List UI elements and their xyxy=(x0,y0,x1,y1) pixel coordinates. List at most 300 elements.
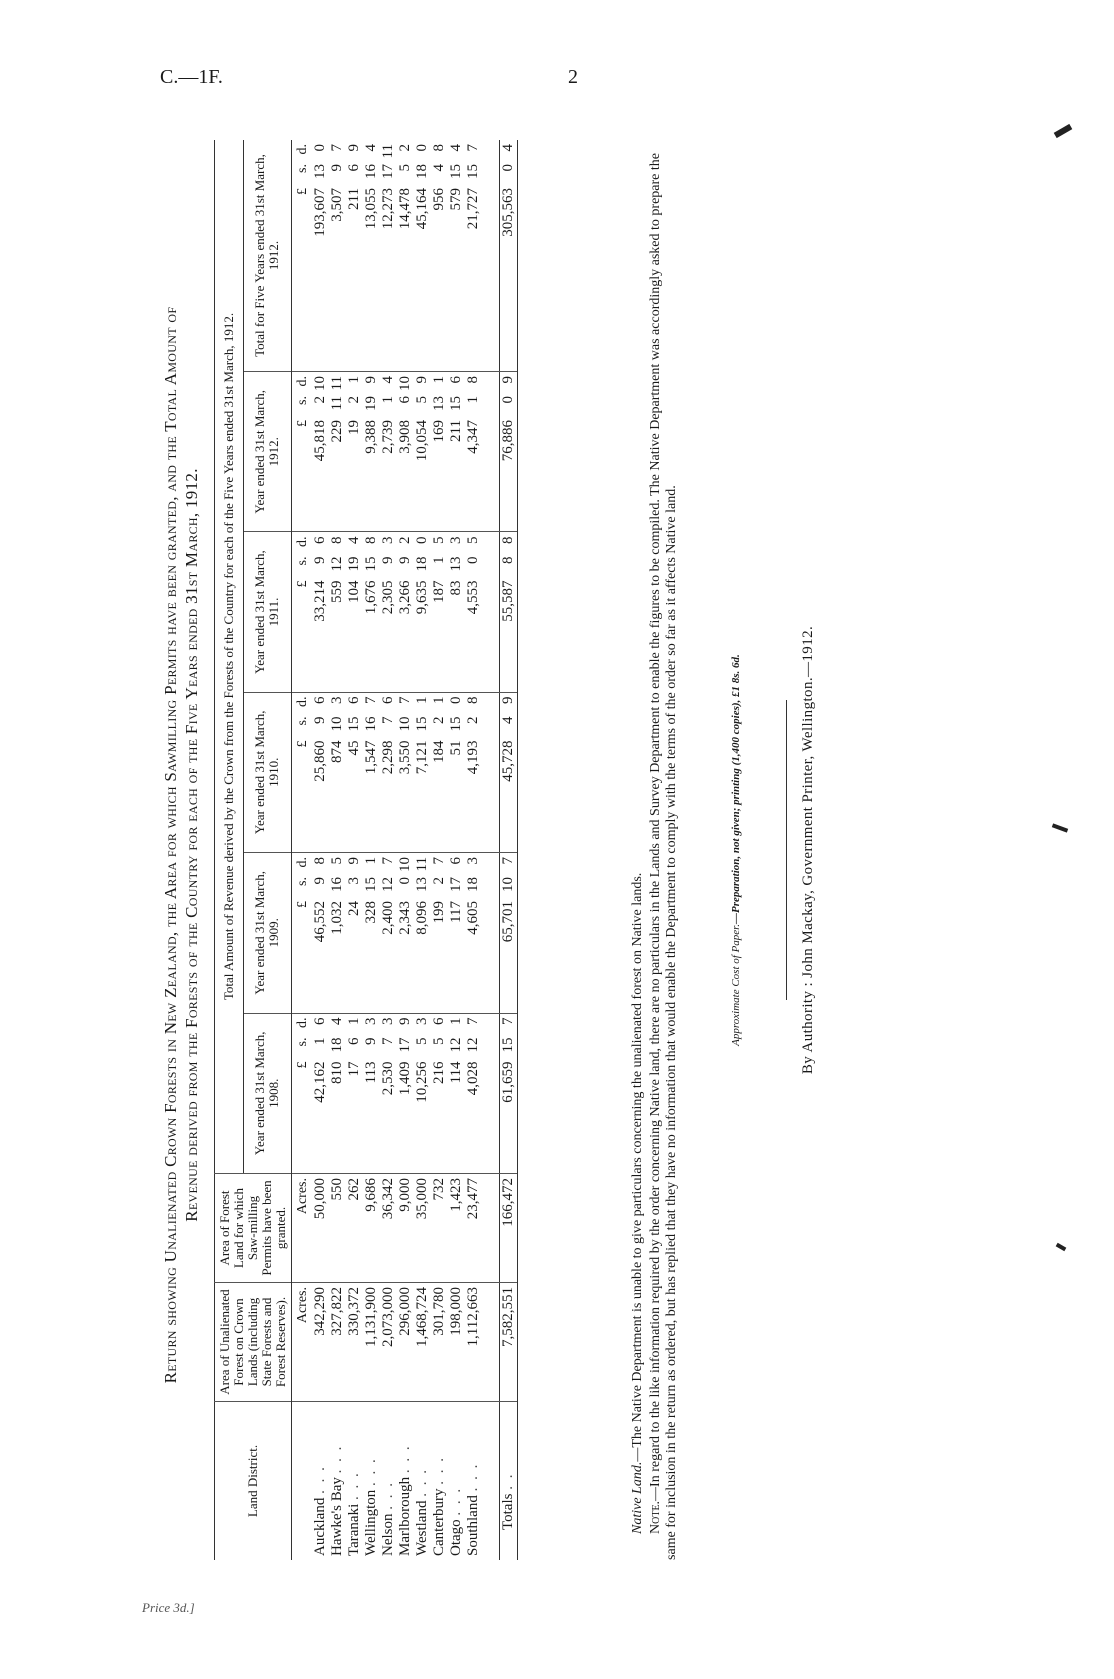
unit-shilling: s. xyxy=(294,1037,310,1047)
cell-area-permits: 732 xyxy=(431,1174,448,1283)
cell-shillings: 10 xyxy=(397,716,413,732)
margin-mark xyxy=(1052,823,1068,832)
cell-area-permits: 50,000 xyxy=(312,1174,329,1283)
col-head-area-permits: Area of Forest Land for which Saw-milling Permits have been granted. xyxy=(215,1174,292,1283)
cell-shillings: 15 xyxy=(363,556,379,572)
leader-dots: . . . xyxy=(431,1456,447,1485)
cell-pounds: 3,266 xyxy=(397,580,413,615)
total-shillings: 4 xyxy=(500,716,516,725)
total-pounds: 76,886 xyxy=(500,420,516,462)
cell-pence: 6 xyxy=(312,696,328,705)
cell-shillings: 15 xyxy=(448,396,464,412)
title-line-2: Revenue derived from the Forests of the Country for each of the Five Years ended 31st March, 1912. xyxy=(182,468,201,1222)
cell-pence: 5 xyxy=(465,536,481,544)
cell-shillings: 2 xyxy=(431,716,447,725)
cell-pounds: 328 xyxy=(363,901,379,924)
cell-pounds: 14,478 xyxy=(397,188,413,230)
unit-acres: Acres. xyxy=(294,1287,310,1324)
col-head-1909: Year ended 31st March, 1909. xyxy=(243,853,291,1013)
cell-pence: 1 xyxy=(448,1017,464,1026)
cell-area-unalienated: 330,372 xyxy=(346,1283,363,1402)
total-pounds: 61,659 xyxy=(500,1061,516,1103)
cell-pounds: 216 xyxy=(431,1061,447,1085)
cell-shillings: 1 xyxy=(312,1037,328,1046)
cell-pence: 10 xyxy=(312,376,328,392)
district-name: Otago xyxy=(448,1519,464,1556)
cell-pence: 7 xyxy=(363,696,379,705)
cell-pounds: 3,507 xyxy=(329,188,345,222)
cell-shillings: 12 xyxy=(465,1037,481,1053)
cell-area-permits: 1,423 xyxy=(448,1174,465,1283)
cell-pence: 3 xyxy=(363,1017,379,1026)
cell-pence: 9 xyxy=(346,144,362,152)
cell-shillings: 17 xyxy=(397,1037,413,1053)
unit-pound: £ xyxy=(294,901,310,909)
cell-shillings: 9 xyxy=(312,556,328,564)
cell-pence: 2 xyxy=(397,536,413,544)
cell-pence: 9 xyxy=(363,376,379,384)
total-pence: 9 xyxy=(500,696,516,705)
cell-pence: 10 xyxy=(397,376,413,392)
cell-pounds: 113 xyxy=(363,1061,379,1084)
cell-pounds: 199 xyxy=(431,901,447,924)
cell-shillings: 16 xyxy=(329,877,345,893)
cell-pence: 4 xyxy=(380,376,396,384)
cell-shillings: 19 xyxy=(346,556,362,572)
table-row xyxy=(380,140,397,1560)
cell-pounds: 810 xyxy=(329,1061,345,1085)
page-number: 2 xyxy=(568,66,578,88)
cell-shillings: 17 xyxy=(380,164,396,179)
cell-pounds: 51 xyxy=(448,740,464,756)
cell-pounds: 1,032 xyxy=(329,901,345,935)
return-title xyxy=(160,130,202,1560)
cell-shillings: 0 xyxy=(465,556,481,564)
cell-shillings: 0 xyxy=(397,877,413,885)
cell-pounds: 559 xyxy=(329,580,345,603)
table-row xyxy=(397,140,414,1560)
cell-area-unalienated: 296,000 xyxy=(397,1283,414,1402)
cell-area-unalienated: 198,000 xyxy=(448,1283,465,1402)
cell-pounds: 2,530 xyxy=(380,1061,396,1096)
cell-pence: 3 xyxy=(380,536,396,544)
col-head-total-five-years: Total for Five Years ended 31st March, 1912. xyxy=(243,140,291,372)
cell-pounds: 24 xyxy=(346,901,362,917)
district-name: Taranaki xyxy=(346,1503,362,1556)
cell-pounds: 193,607 xyxy=(312,188,328,237)
district-name: Nelson xyxy=(380,1513,396,1556)
cell-shillings: 2 xyxy=(312,396,328,404)
cell-pence: 9 xyxy=(346,857,362,865)
leader-dots: . . . xyxy=(465,1462,481,1492)
table-row xyxy=(346,140,363,1560)
cell-pence: 0 xyxy=(312,144,328,152)
district-name: Canterbury xyxy=(431,1488,447,1556)
unit-pound: £ xyxy=(294,1061,310,1069)
cell-pence: 4 xyxy=(346,536,362,544)
cell-pounds: 1,409 xyxy=(397,1061,413,1096)
cell-pence: 3 xyxy=(329,696,345,705)
total-shillings: 10 xyxy=(500,877,516,893)
cell-shillings: 7 xyxy=(380,1037,396,1046)
cell-pence: 9 xyxy=(397,1017,413,1026)
cell-pounds: 956 xyxy=(431,188,447,211)
unit-pound: £ xyxy=(294,740,310,748)
col-head-1908: Year ended 31st March, 1908. xyxy=(243,1013,291,1173)
cell-pounds: 45 xyxy=(346,740,362,756)
imprint-rule xyxy=(786,700,787,1000)
unit-pound: £ xyxy=(294,420,310,428)
printer-imprint: By Authority : John Mackay, Government Printer, Wellington.—1912. xyxy=(800,625,816,1075)
totals-row xyxy=(500,140,518,1560)
cell-pounds: 9,635 xyxy=(414,580,430,615)
cell-pence: 9 xyxy=(414,376,430,384)
unit-pence: d. xyxy=(294,696,310,708)
note-label: Note. xyxy=(648,1500,663,1534)
cell-shillings: 1 xyxy=(465,396,481,404)
cell-pence: 1 xyxy=(431,376,447,384)
cell-shillings: 11 xyxy=(329,396,345,411)
cell-shillings: 15 xyxy=(448,716,464,732)
cell-pence: 1 xyxy=(363,857,379,865)
cell-pounds: 10,256 xyxy=(414,1061,430,1103)
district-name: Southland xyxy=(465,1495,481,1556)
leader-dots: . . xyxy=(500,1472,516,1490)
cost-of-paper-line xyxy=(730,570,742,1130)
cell-shillings: 6 xyxy=(397,396,413,404)
cell-area-unalienated: 327,822 xyxy=(329,1283,346,1402)
cell-shillings: 15 xyxy=(448,164,464,179)
unit-acres: Acres. xyxy=(294,1178,310,1215)
cell-pence: 10 xyxy=(397,857,413,873)
cell-area-unalienated: 2,073,000 xyxy=(380,1283,397,1402)
cell-shillings: 12 xyxy=(329,556,345,572)
unit-shilling: s. xyxy=(294,164,310,173)
cell-pence: 6 xyxy=(312,1017,328,1026)
unit-pence: d. xyxy=(294,144,310,155)
cell-shillings: 5 xyxy=(414,1037,430,1046)
cell-shillings: 19 xyxy=(363,396,379,412)
leader-dots: . . . xyxy=(414,1468,430,1497)
cell-shillings: 3 xyxy=(346,877,362,885)
cell-shillings: 9 xyxy=(312,716,328,725)
total-area-permits: 166,472 xyxy=(500,1174,518,1283)
cell-area-unalienated: 1,112,663 xyxy=(465,1283,482,1402)
cell-pounds: 3,550 xyxy=(397,740,413,775)
document-code: C.—1F. xyxy=(160,66,223,88)
table-row xyxy=(312,140,329,1560)
col-head-1910: Year ended 31st March, 1910. xyxy=(243,692,291,852)
margin-mark xyxy=(1056,1243,1067,1251)
cell-pence: 11 xyxy=(329,376,345,391)
table-row xyxy=(329,140,346,1560)
cell-shillings: 5 xyxy=(397,164,413,172)
cell-pence: 3 xyxy=(448,536,464,544)
cell-area-unalienated: 1,131,900 xyxy=(363,1283,380,1402)
cell-pence: 3 xyxy=(414,1017,430,1026)
cell-pounds: 579 xyxy=(448,188,464,211)
cell-pence: 5 xyxy=(329,857,345,865)
cell-pounds: 4,193 xyxy=(465,740,481,775)
cell-pence: 8 xyxy=(363,536,379,544)
cell-shillings: 6 xyxy=(346,164,362,172)
notes-block xyxy=(630,140,682,1560)
unit-shilling: s. xyxy=(294,716,310,726)
total-shillings: 15 xyxy=(500,1037,516,1053)
general-note xyxy=(648,140,680,1560)
cell-shillings: 17 xyxy=(448,877,464,893)
unit-shilling: s. xyxy=(294,877,310,886)
cell-pence: 0 xyxy=(448,696,464,705)
cell-pounds: 4,347 xyxy=(465,420,481,454)
unit-pound: £ xyxy=(294,188,310,195)
total-pounds: 305,563 xyxy=(500,188,516,237)
cell-area-permits: 262 xyxy=(346,1174,363,1283)
table-row xyxy=(431,140,448,1560)
cell-shillings: 18 xyxy=(465,877,481,893)
unit-pence: d. xyxy=(294,376,310,387)
cell-pence: 2 xyxy=(397,144,413,152)
table-row xyxy=(363,140,380,1560)
cell-pounds: 211 xyxy=(448,420,464,442)
total-pence: 7 xyxy=(500,1017,516,1026)
margin-mark xyxy=(1054,124,1073,138)
cell-pence: 11 xyxy=(414,857,430,872)
total-shillings: 8 xyxy=(500,556,516,564)
cell-pounds: 19 xyxy=(346,420,362,436)
cell-pounds: 2,298 xyxy=(380,740,396,775)
cell-pounds: 12,273 xyxy=(380,188,396,230)
leader-dots: . . . xyxy=(363,1457,379,1486)
unit-pound: £ xyxy=(294,580,310,588)
cell-pounds: 10,054 xyxy=(414,420,430,462)
cell-pence: 4 xyxy=(329,1017,345,1026)
cell-pounds: 117 xyxy=(448,901,464,923)
total-pounds: 55,587 xyxy=(500,580,516,622)
col-head-1912: Year ended 31st March, 1912. xyxy=(243,372,291,532)
cell-pence: 7 xyxy=(465,144,481,152)
cell-shillings: 18 xyxy=(414,164,430,179)
unit-pence: d. xyxy=(294,857,310,868)
cell-pence: 6 xyxy=(312,536,328,544)
cell-pence: 0 xyxy=(414,536,430,544)
cell-shillings: 13 xyxy=(431,396,447,412)
cell-pounds: 9,388 xyxy=(363,420,379,454)
cell-area-permits: 9,000 xyxy=(397,1174,414,1283)
cell-shillings: 9 xyxy=(363,1037,379,1046)
total-pence: 9 xyxy=(500,376,516,384)
table-row xyxy=(414,140,431,1560)
col-head-revenue-group: Total Amount of Revenue derived by the Crown from the Forests of the Country for each of the Five Years ended 31st March, 1912. xyxy=(215,140,244,1174)
total-pence: 4 xyxy=(500,144,516,152)
district-name: Auckland xyxy=(312,1497,328,1556)
total-shillings: 0 xyxy=(500,396,516,404)
cell-pence: 8 xyxy=(312,857,328,865)
cell-area-permits: 35,000 xyxy=(414,1174,431,1283)
cell-pence: 11 xyxy=(380,144,396,159)
native-land-text: —The Native Department is unable to give particulars concerning the unalienated forest on Native lands. xyxy=(630,872,645,1462)
cell-shillings: 16 xyxy=(363,164,379,179)
cell-pounds: 2,343 xyxy=(397,901,413,935)
units-row xyxy=(292,140,313,1560)
forest-revenue-table xyxy=(214,140,518,1560)
col-head-district: Land District. xyxy=(215,1402,292,1561)
cost-text: —Preparation, not given; printing (1,400 copies), £1 8s. 6d. xyxy=(730,654,742,924)
cell-shillings: 12 xyxy=(380,877,396,893)
cell-pounds: 187 xyxy=(431,580,447,603)
cell-pounds: 8,096 xyxy=(414,901,430,935)
cell-area-permits: 36,342 xyxy=(380,1174,397,1283)
cell-pence: 6 xyxy=(431,1017,447,1026)
cell-shillings: 9 xyxy=(380,556,396,564)
cell-pounds: 45,164 xyxy=(414,188,430,230)
cell-pounds: 25,860 xyxy=(312,740,328,782)
price-footnote: Price 3d.] xyxy=(142,1600,195,1615)
cell-area-permits: 23,477 xyxy=(465,1174,482,1283)
cell-pounds: 21,727 xyxy=(465,188,481,230)
leader-dots: . . . xyxy=(397,1444,413,1474)
cell-pence: 7 xyxy=(380,857,396,865)
total-pounds: 65,701 xyxy=(500,901,516,943)
cell-shillings: 12 xyxy=(448,1037,464,1053)
cell-shillings: 5 xyxy=(431,1037,447,1046)
cell-pounds: 45,818 xyxy=(312,420,328,462)
cell-shillings: 1 xyxy=(431,556,447,564)
cell-shillings: 13 xyxy=(448,556,464,572)
cell-pounds: 13,055 xyxy=(363,188,379,230)
cell-pounds: 874 xyxy=(329,740,345,764)
cell-pounds: 1,547 xyxy=(363,740,379,775)
cell-shillings: 9 xyxy=(312,877,328,885)
cell-pounds: 83 xyxy=(448,580,464,596)
district-name: Wellington xyxy=(363,1489,379,1556)
cell-shillings: 7 xyxy=(380,716,396,725)
cell-pence: 6 xyxy=(346,696,362,705)
rotated-return-page xyxy=(160,130,720,1560)
cell-pence: 8 xyxy=(329,536,345,544)
leader-dots: . . . xyxy=(329,1444,345,1474)
cell-pounds: 2,739 xyxy=(380,420,396,454)
cell-pence: 7 xyxy=(397,696,413,705)
cell-shillings: 18 xyxy=(414,556,430,572)
cell-pounds: 4,553 xyxy=(465,580,481,615)
cell-pounds: 4,605 xyxy=(465,901,481,935)
cell-pence: 5 xyxy=(431,536,447,544)
cell-shillings: 15 xyxy=(363,877,379,893)
cell-area-unalienated: 342,290 xyxy=(312,1283,329,1402)
cell-shillings: 13 xyxy=(414,877,430,893)
cell-shillings: 6 xyxy=(346,1037,362,1046)
cell-pounds: 46,552 xyxy=(312,901,328,943)
cell-pounds: 2,305 xyxy=(380,580,396,615)
native-land-label: Native Land. xyxy=(630,1461,645,1534)
cell-pence: 8 xyxy=(465,376,481,384)
table-body xyxy=(292,140,518,1560)
cell-pence: 4 xyxy=(363,144,379,152)
total-pence: 8 xyxy=(500,536,516,544)
cell-pounds: 211 xyxy=(346,188,362,210)
unit-pence: d. xyxy=(294,536,310,547)
cell-shillings: 16 xyxy=(363,716,379,732)
cell-pence: 6 xyxy=(448,857,464,865)
cell-pence: 7 xyxy=(431,857,447,865)
cell-pounds: 33,214 xyxy=(312,580,328,622)
district-name: Westland xyxy=(414,1500,430,1556)
cell-pence: 8 xyxy=(431,144,447,152)
cell-pounds: 184 xyxy=(431,740,447,764)
total-area-unalienated: 7,582,551 xyxy=(500,1283,518,1402)
cell-pence: 0 xyxy=(414,144,430,152)
cell-pounds: 42,162 xyxy=(312,1061,328,1103)
cell-pounds: 2,400 xyxy=(380,901,396,935)
cell-pence: 3 xyxy=(465,857,481,865)
title-line-1: Return showing Unalienated Crown Forests in New Zealand, the Area for which Sawmilling Permits have been granted, and the Total Amount of xyxy=(161,306,180,1384)
cell-shillings: 13 xyxy=(312,164,328,179)
cell-shillings: 1 xyxy=(380,396,396,404)
leader-dots: . . . xyxy=(380,1481,396,1510)
cell-pence: 4 xyxy=(448,144,464,152)
native-land-note xyxy=(630,140,646,1560)
cell-area-permits: 550 xyxy=(329,1174,346,1283)
cell-shillings: 2 xyxy=(465,716,481,725)
cell-pounds: 1,676 xyxy=(363,580,379,615)
cell-pence: 1 xyxy=(346,376,362,384)
table-row xyxy=(465,140,482,1560)
cell-shillings: 4 xyxy=(431,164,447,172)
total-pence: 7 xyxy=(500,857,516,865)
cell-pounds: 4,028 xyxy=(465,1061,481,1096)
cell-pence: 7 xyxy=(329,144,345,152)
cell-shillings: 15 xyxy=(346,716,362,732)
cell-shillings: 9 xyxy=(329,164,345,172)
cell-shillings: 9 xyxy=(397,556,413,564)
cell-pounds: 17 xyxy=(346,1061,362,1077)
cell-area-unalienated: 301,780 xyxy=(431,1283,448,1402)
unit-shilling: s. xyxy=(294,396,310,405)
cell-pence: 3 xyxy=(380,1017,396,1026)
spacer-row xyxy=(482,140,500,1560)
table-row xyxy=(448,140,465,1560)
cell-shillings: 2 xyxy=(346,396,362,404)
cell-pounds: 169 xyxy=(431,420,447,443)
district-name: Hawke's Bay xyxy=(329,1477,345,1556)
cost-label: Approximate Cost of Paper. xyxy=(730,924,742,1046)
leader-dots: . . . xyxy=(448,1486,464,1516)
cell-pounds: 7,121 xyxy=(414,740,430,775)
cell-shillings: 15 xyxy=(414,716,430,732)
total-shillings: 0 xyxy=(500,164,516,172)
totals-label: Totals xyxy=(500,1493,516,1530)
unit-shilling: s. xyxy=(294,556,310,566)
unit-pence: d. xyxy=(294,1017,310,1029)
cell-pence: 1 xyxy=(414,696,430,705)
rotated-imprint xyxy=(730,130,870,1560)
leader-dots: . . . xyxy=(312,1465,328,1494)
cell-shillings: 18 xyxy=(329,1037,345,1053)
cell-pence: 1 xyxy=(431,696,447,705)
cell-shillings: 15 xyxy=(465,164,481,179)
col-head-area-unalienated: Area of Unalienated Forest on Crown Lands (including State Forests and Forest Reserves). xyxy=(215,1283,292,1402)
cell-pounds: 3,908 xyxy=(397,420,413,454)
cell-pounds: 114 xyxy=(448,1061,464,1084)
cell-shillings: 2 xyxy=(431,877,447,885)
leader-dots: . . . xyxy=(346,1471,362,1500)
col-head-1911: Year ended 31st March, 1911. xyxy=(243,532,291,692)
cell-pence: 6 xyxy=(448,376,464,384)
cell-area-permits: 9,686 xyxy=(363,1174,380,1283)
cell-pence: 6 xyxy=(380,696,396,705)
cell-pence: 1 xyxy=(346,1017,362,1026)
